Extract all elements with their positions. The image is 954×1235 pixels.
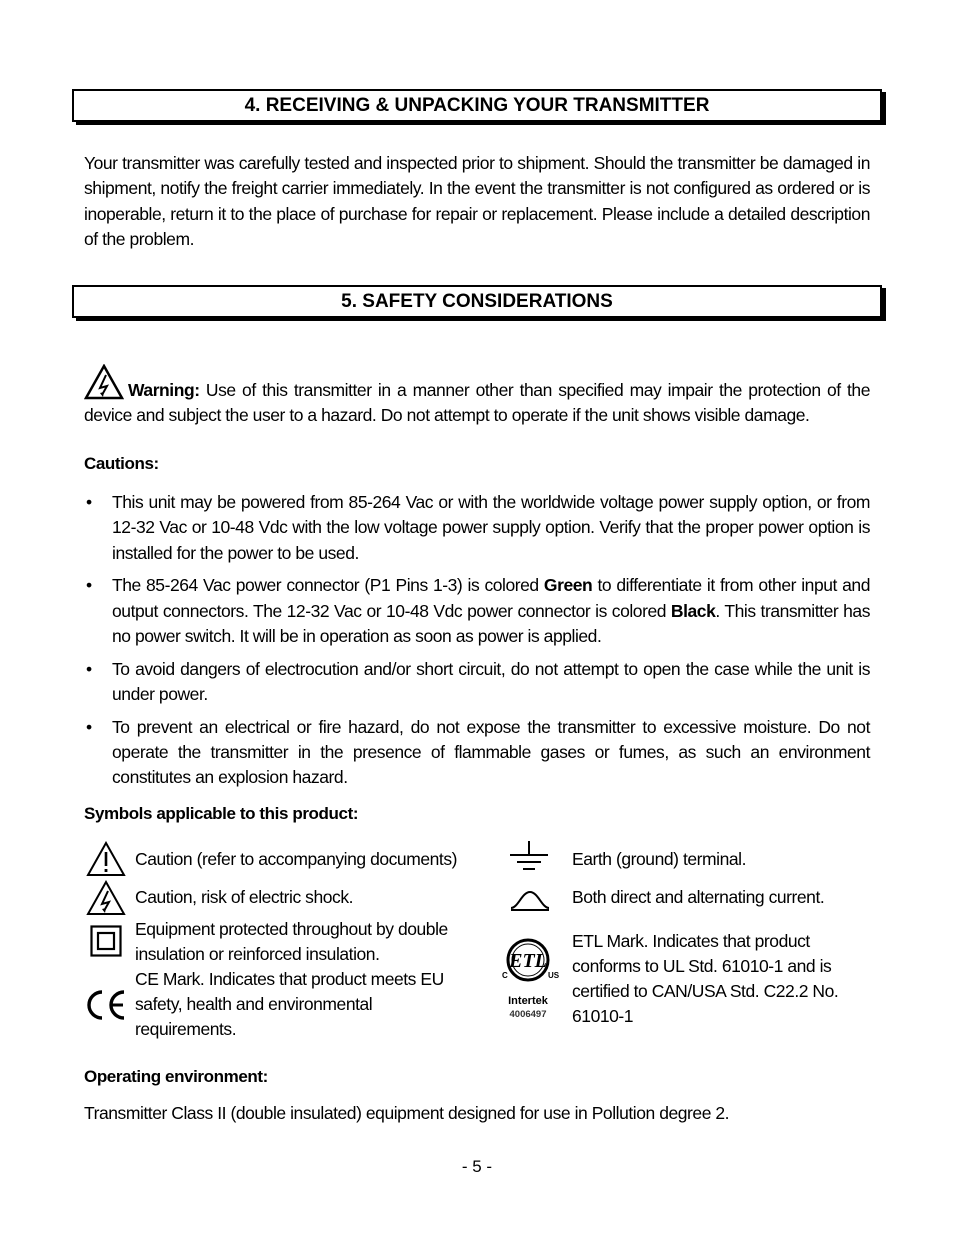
- earth-ground-icon: [508, 840, 550, 874]
- symbol-caution-label: Caution (refer to accompanying documents): [135, 849, 457, 869]
- section-5-heading: 5. SAFETY CONSIDERATIONS: [72, 285, 882, 318]
- symbol-ce-label: CE Mark. Indicates that product meets EU safety, health and environmental requirements.: [135, 969, 444, 1039]
- list-item: • To avoid dangers of electrocution and/or short circuit, do not attempt to open the case while the unit is under power.: [86, 658, 870, 705]
- green-label: Green: [543, 575, 593, 596]
- etl-icon: [497, 934, 559, 990]
- ac-dc-icon: [508, 886, 552, 914]
- operating-text: Transmitter Class II (double insulated) equipment designed for use in Pollution degree 2.: [84, 1103, 730, 1123]
- list-item: • The 85-264 Vac power connector (P1 Pins 1-3) is colored Green to differentiate it from other input and output connectors. The 12-32 Vac or 10-48 Vdc power connector is colored Black. This transmitter has no power switch. It will be in operation as soon as power is applied.: [86, 575, 870, 646]
- double-insulation-icon: [90, 925, 122, 957]
- symbol-double-insulation-label: Equipment protected throughout by double insulation or reinforced insulation.: [135, 919, 448, 964]
- cautions-heading: Cautions:: [84, 454, 159, 473]
- caution-text: The 85-264 Vac power connector (P1 Pins 1-3) is colored: [112, 575, 544, 596]
- caution-text: to differentiate it from other input and output connectors. The 12-32 Vac or 10-48 Vdc power connector is colored: [112, 575, 870, 621]
- cautions-list: [84, 490, 870, 798]
- etl-number: 4006497: [509, 1009, 547, 1020]
- warning-label: Warning:: [128, 380, 200, 400]
- svg-text:US: US: [548, 971, 559, 980]
- caution-triangle-icon: [86, 841, 126, 877]
- caution-text: This unit may be powered from 85-264 Vac or with the worldwide voltage power supply option, or from 12-32 Vac or 10-48 Vdc with the low voltage power supply option. Verify that the proper power option is installed for the power to be used.: [112, 492, 870, 563]
- svg-text:ETL: ETL: [509, 950, 547, 972]
- symbol-ac-dc-label: Both direct and alternating current.: [572, 887, 825, 907]
- page-number: - 5 -: [461, 1157, 493, 1176]
- section-4-heading: 4. RECEIVING & UNPACKING YOUR TRANSMITTER: [72, 89, 882, 122]
- warning-text: Use of this transmitter in a manner other than specified may impair the protection of the device and subject the user to a hazard. Do not attempt to operate if the unit shows visible damage.: [84, 380, 870, 426]
- operating-heading: Operating environment:: [84, 1067, 268, 1086]
- caution-text: To avoid dangers of electrocution and/or short circuit, do not attempt to open the case while the unit is under power.: [112, 658, 870, 705]
- warning-paragraph: [84, 364, 870, 429]
- intertek-brand: Intertek: [508, 995, 548, 1007]
- section-4-paragraph: Your transmitter was carefully tested and inspected prior to shipment. Should the transmitter be damaged in shipment, notify the freight carrier immediately. In the event the transmitter is not configured as ordered or is inoperable, return it to the place of purchase for repair or replacement. Please include a detailed description of the problem.: [84, 153, 870, 249]
- symbol-etl-label: ETL Mark. Indicates that product conforms to UL Std. 61010-1 and is certified to CAN/USA Std. C22.2 No. 61010-1: [572, 931, 839, 1026]
- svg-text:C: C: [502, 971, 508, 980]
- symbol-earth-label: Earth (ground) terminal.: [572, 849, 747, 869]
- warning-shock-icon: [84, 364, 124, 400]
- symbol-shock-label: Caution, risk of electric shock.: [135, 887, 354, 907]
- list-item: • This unit may be powered from 85-264 Vac or with the worldwide voltage power supply option, or from 12-32 Vac or 10-48 Vdc with the low voltage power supply option. Verify that the proper power option is installed for the power to be used.: [86, 492, 870, 563]
- caution-text: To prevent an electrical or fire hazard, do not expose the transmitter to excessive moisture. Do not operate the transmitter in the presence of flammable gases or fumes, as such an environment constitutes an explosion hazard.: [112, 716, 870, 788]
- etl-mark-logo: [497, 934, 559, 1024]
- caution-text: . This transmitter has no power switch. It will be in operation as soon as power is applied.: [112, 600, 870, 646]
- symbols-heading: Symbols applicable to this product:: [84, 804, 359, 823]
- list-item: • To prevent an electrical or fire hazard, do not expose the transmitter to excessive moisture. Do not operate the transmitter in the presence of flammable gases or fumes, as such an environment constitutes an explosion hazard.: [86, 716, 870, 788]
- electric-shock-icon: [86, 880, 126, 916]
- black-label: Black: [670, 600, 716, 621]
- ce-mark-icon: [84, 988, 128, 1022]
